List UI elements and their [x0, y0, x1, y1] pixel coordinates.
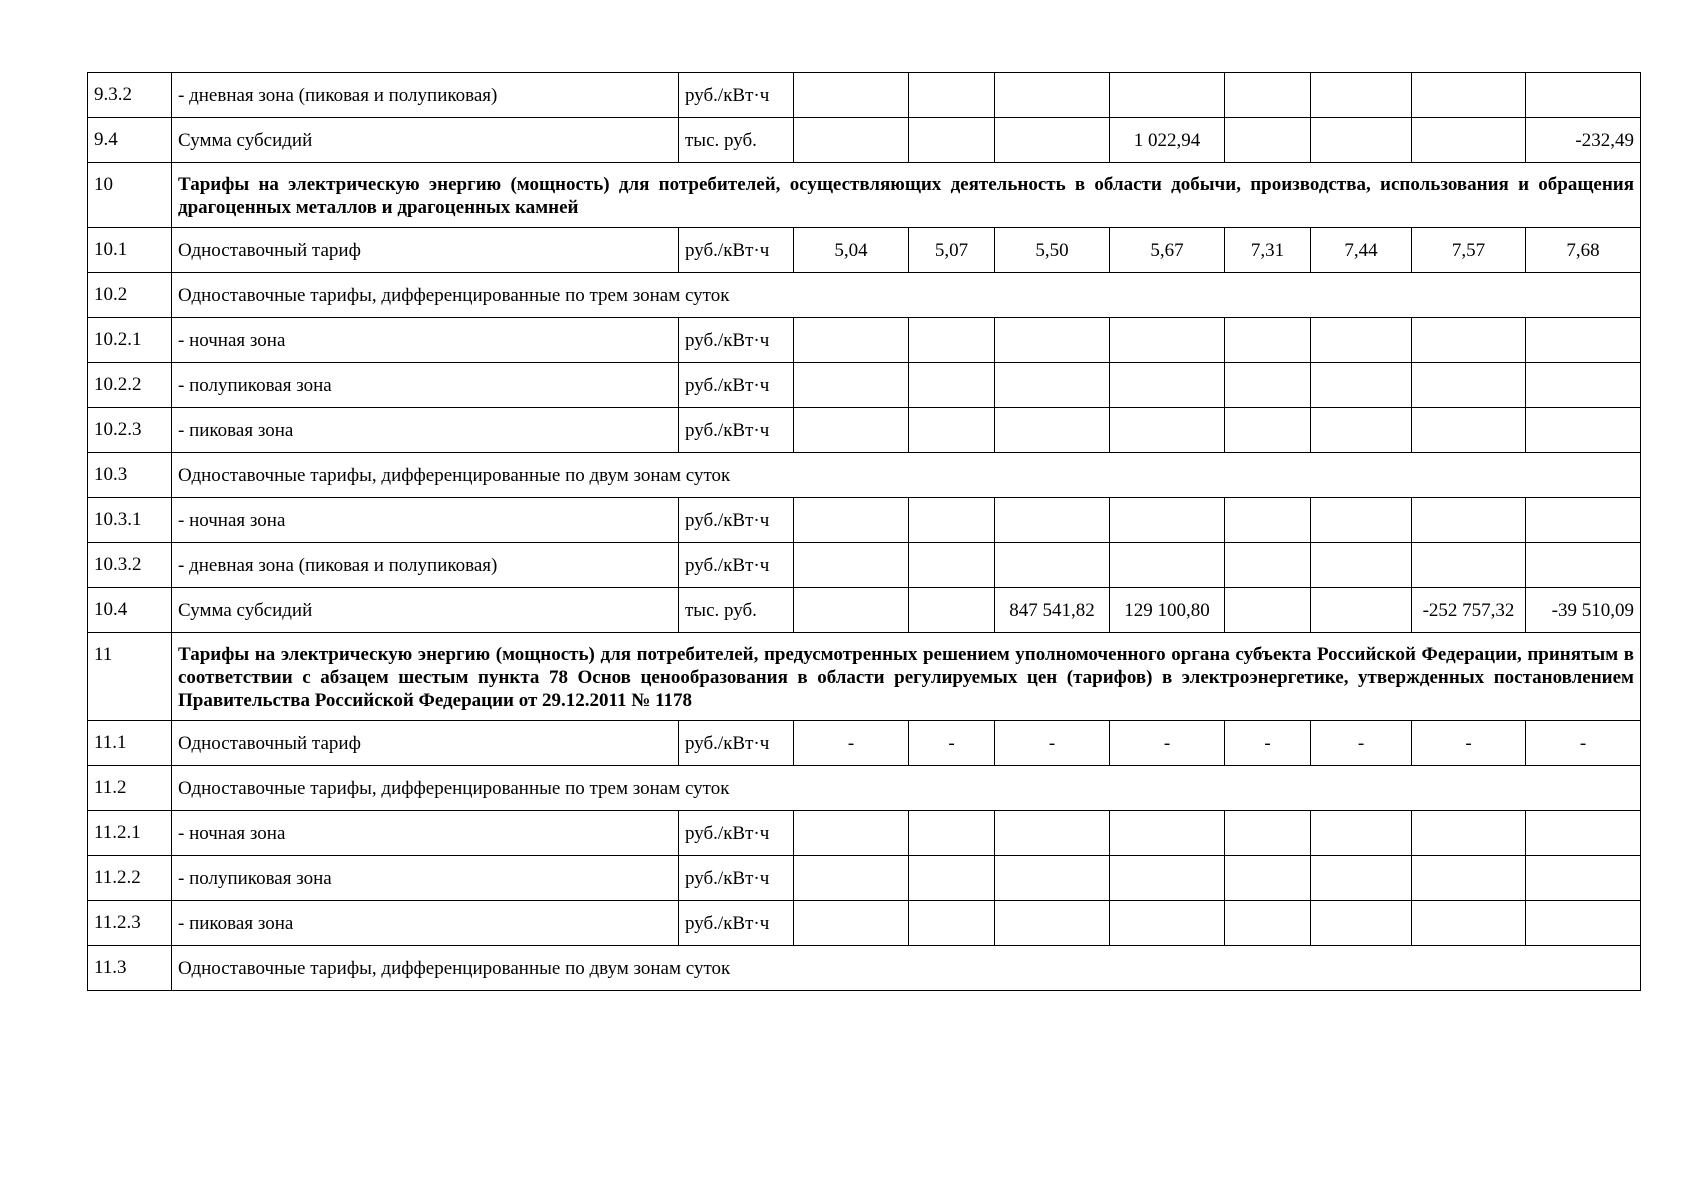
row-number: 11.2.1 [88, 811, 172, 856]
value-cell: 7,57 [1412, 228, 1526, 273]
table-row [88, 498, 1641, 543]
value-cell [909, 901, 995, 946]
value-cell: 5,07 [909, 228, 995, 273]
row-number: 11 [88, 633, 172, 721]
table-row [88, 811, 1641, 856]
value-cell [1110, 73, 1225, 118]
value-cell [794, 408, 909, 453]
value-cell: 5,50 [995, 228, 1110, 273]
row-name: Одноставочный тариф [172, 721, 679, 766]
value-cell [995, 543, 1110, 588]
value-cell: - [794, 721, 909, 766]
value-cell [995, 856, 1110, 901]
value-cell [909, 811, 995, 856]
row-unit: тыс. руб. [679, 118, 794, 163]
value-cell [995, 901, 1110, 946]
value-cell [794, 856, 909, 901]
row-unit: руб./кВт·ч [679, 73, 794, 118]
value-cell [1526, 811, 1641, 856]
value-cell: - [1526, 721, 1641, 766]
value-cell [995, 73, 1110, 118]
value-cell [794, 901, 909, 946]
subsection-row [88, 453, 1641, 498]
row-number: 11.2.2 [88, 856, 172, 901]
row-unit: руб./кВт·ч [679, 901, 794, 946]
row-number: 10 [88, 163, 172, 228]
value-cell [1311, 588, 1412, 633]
table-row [88, 318, 1641, 363]
value-cell [794, 318, 909, 363]
value-cell: -39 510,09 [1526, 588, 1641, 633]
row-number: 10.3.2 [88, 543, 172, 588]
value-cell [1225, 543, 1311, 588]
value-cell [909, 498, 995, 543]
value-cell [909, 118, 995, 163]
row-name: - ночная зона [172, 498, 679, 543]
value-cell [909, 408, 995, 453]
value-cell [995, 408, 1110, 453]
row-name: Сумма субсидий [172, 118, 679, 163]
row-number: 10.2.1 [88, 318, 172, 363]
row-unit: руб./кВт·ч [679, 498, 794, 543]
row-name: - пиковая зона [172, 408, 679, 453]
table-row [88, 588, 1641, 633]
table-row [88, 721, 1641, 766]
row-unit: руб./кВт·ч [679, 408, 794, 453]
value-cell: 5,67 [1110, 228, 1225, 273]
tariff-table [87, 72, 1641, 991]
row-number: 10.2.3 [88, 408, 172, 453]
value-cell: - [1412, 721, 1526, 766]
row-number: 9.3.2 [88, 73, 172, 118]
value-cell [909, 73, 995, 118]
table-row [88, 901, 1641, 946]
value-cell: 7,31 [1225, 228, 1311, 273]
value-cell [1311, 118, 1412, 163]
row-number: 11.2 [88, 766, 172, 811]
row-number: 11.2.3 [88, 901, 172, 946]
value-cell [1110, 363, 1225, 408]
value-cell [794, 363, 909, 408]
value-cell [909, 363, 995, 408]
value-cell [1412, 856, 1526, 901]
table-row [88, 73, 1641, 118]
subsection-title: Одноставочные тарифы, дифференцированные по двум зонам суток [172, 453, 1641, 498]
value-cell [794, 588, 909, 633]
value-cell [1110, 498, 1225, 543]
value-cell [1311, 856, 1412, 901]
row-name: - полупиковая зона [172, 856, 679, 901]
row-unit: руб./кВт·ч [679, 228, 794, 273]
row-unit: руб./кВт·ч [679, 721, 794, 766]
value-cell [995, 118, 1110, 163]
value-cell [995, 498, 1110, 543]
row-number: 11.1 [88, 721, 172, 766]
value-cell [1311, 901, 1412, 946]
subsection-row [88, 273, 1641, 318]
subsection-row [88, 766, 1641, 811]
row-name: - пиковая зона [172, 901, 679, 946]
value-cell [1311, 363, 1412, 408]
value-cell: 7,68 [1526, 228, 1641, 273]
value-cell [1412, 73, 1526, 118]
value-cell [1225, 901, 1311, 946]
value-cell [995, 363, 1110, 408]
row-unit: руб./кВт·ч [679, 363, 794, 408]
value-cell [1526, 73, 1641, 118]
value-cell [794, 118, 909, 163]
row-name: Одноставочный тариф [172, 228, 679, 273]
value-cell [1526, 408, 1641, 453]
value-cell [995, 811, 1110, 856]
value-cell [1225, 498, 1311, 543]
value-cell: 847 541,82 [995, 588, 1110, 633]
value-cell: - [1110, 721, 1225, 766]
value-cell: -232,49 [1526, 118, 1641, 163]
value-cell [1225, 408, 1311, 453]
value-cell [1311, 543, 1412, 588]
row-number: 10.1 [88, 228, 172, 273]
row-name: - дневная зона (пиковая и полупиковая) [172, 543, 679, 588]
value-cell [1110, 543, 1225, 588]
value-cell: 5,04 [794, 228, 909, 273]
subsection-title: Одноставочные тарифы, дифференцированные по трем зонам суток [172, 766, 1641, 811]
value-cell [794, 811, 909, 856]
value-cell [1311, 73, 1412, 118]
value-cell [1311, 318, 1412, 363]
value-cell [1412, 498, 1526, 543]
value-cell [1526, 856, 1641, 901]
value-cell [1225, 73, 1311, 118]
value-cell [1225, 856, 1311, 901]
value-cell [1110, 811, 1225, 856]
table-row [88, 408, 1641, 453]
section-row [88, 163, 1641, 228]
value-cell [1412, 811, 1526, 856]
row-number: 10.3.1 [88, 498, 172, 543]
row-name: - ночная зона [172, 318, 679, 363]
value-cell: 1 022,94 [1110, 118, 1225, 163]
row-unit: тыс. руб. [679, 588, 794, 633]
row-unit: руб./кВт·ч [679, 318, 794, 363]
value-cell [1110, 856, 1225, 901]
row-number: 9.4 [88, 118, 172, 163]
row-name: - дневная зона (пиковая и полупиковая) [172, 73, 679, 118]
table-row [88, 856, 1641, 901]
value-cell [909, 318, 995, 363]
value-cell [1412, 543, 1526, 588]
value-cell [1412, 118, 1526, 163]
table-row [88, 228, 1641, 273]
value-cell: - [995, 721, 1110, 766]
row-number: 11.3 [88, 946, 172, 991]
row-unit: руб./кВт·ч [679, 811, 794, 856]
value-cell: - [909, 721, 995, 766]
table-row [88, 363, 1641, 408]
value-cell [995, 318, 1110, 363]
table-body [88, 73, 1641, 991]
row-name: - ночная зона [172, 811, 679, 856]
row-number: 10.4 [88, 588, 172, 633]
value-cell: 129 100,80 [1110, 588, 1225, 633]
value-cell [1110, 318, 1225, 363]
value-cell [1225, 318, 1311, 363]
row-name: - полупиковая зона [172, 363, 679, 408]
value-cell [909, 543, 995, 588]
value-cell [1311, 498, 1412, 543]
value-cell [1311, 811, 1412, 856]
section-title: Тарифы на электрическую энергию (мощность) для потребителей, осуществляющих деятельность в области добычи, производства, использования и обращения драгоценных металлов и драгоценных камней [172, 163, 1641, 228]
row-unit: руб./кВт·ч [679, 856, 794, 901]
subsection-title: Одноставочные тарифы, дифференцированные по двум зонам суток [172, 946, 1641, 991]
value-cell [909, 588, 995, 633]
value-cell [1225, 588, 1311, 633]
value-cell [909, 856, 995, 901]
row-number: 10.3 [88, 453, 172, 498]
subsection-row [88, 946, 1641, 991]
value-cell [794, 543, 909, 588]
value-cell: -252 757,32 [1412, 588, 1526, 633]
table-row [88, 118, 1641, 163]
value-cell [1412, 363, 1526, 408]
value-cell [1412, 901, 1526, 946]
value-cell [1110, 408, 1225, 453]
row-number: 10.2 [88, 273, 172, 318]
value-cell [1526, 498, 1641, 543]
value-cell [794, 498, 909, 543]
value-cell [794, 73, 909, 118]
value-cell [1311, 408, 1412, 453]
value-cell: 7,44 [1311, 228, 1412, 273]
value-cell [1526, 901, 1641, 946]
row-unit: руб./кВт·ч [679, 543, 794, 588]
value-cell [1526, 318, 1641, 363]
value-cell [1225, 811, 1311, 856]
section-row [88, 633, 1641, 721]
value-cell: - [1225, 721, 1311, 766]
value-cell [1526, 543, 1641, 588]
value-cell [1110, 901, 1225, 946]
table-row [88, 543, 1641, 588]
row-number: 10.2.2 [88, 363, 172, 408]
section-title: Тарифы на электрическую энергию (мощность) для потребителей, предусмотренных решением уполномоченного органа субъекта Российской Федерации, принятым в соответствии с абзацем шестым пункта 78 Основ ценообразования в области регулируемых цен (тарифов) в электроэнергетике, утвержденных постановлением Правительства Российской Федерации от 29.12.2011 № 1178 [172, 633, 1641, 721]
value-cell: - [1311, 721, 1412, 766]
value-cell [1526, 363, 1641, 408]
value-cell [1412, 408, 1526, 453]
row-name: Сумма субсидий [172, 588, 679, 633]
subsection-title: Одноставочные тарифы, дифференцированные по трем зонам суток [172, 273, 1641, 318]
value-cell [1412, 318, 1526, 363]
value-cell [1225, 363, 1311, 408]
value-cell [1225, 118, 1311, 163]
